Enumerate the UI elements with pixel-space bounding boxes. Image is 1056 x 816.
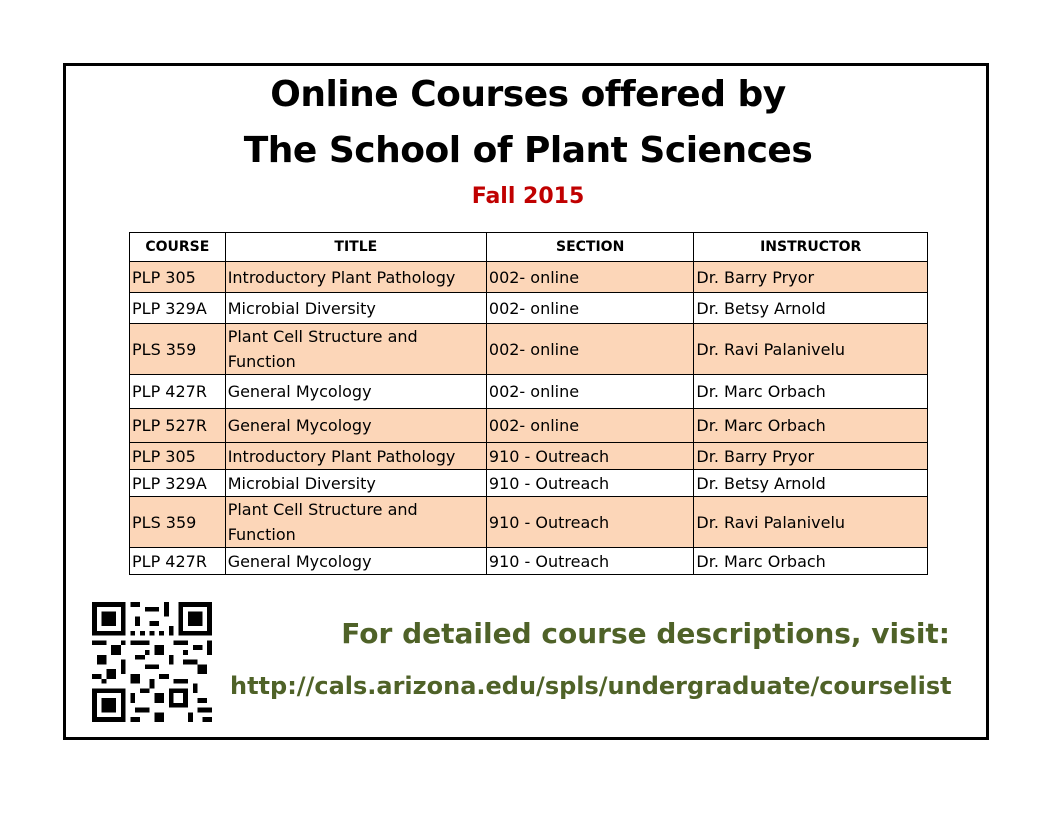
cell-course: PLP 305 [130, 262, 226, 293]
cell-section: 002- online [486, 409, 694, 443]
cell-course: PLP 427R [130, 375, 226, 409]
cell-title: General Mycology [225, 375, 486, 409]
cell-section: 002- online [486, 293, 694, 324]
cell-title: Introductory Plant Pathology [225, 443, 486, 470]
cell-course: PLP 329A [130, 470, 226, 497]
cell-section: 910 - Outreach [486, 497, 694, 548]
header-title: TITLE [225, 233, 486, 262]
cell-section: 910 - Outreach [486, 548, 694, 575]
cell-course: PLP 527R [130, 409, 226, 443]
cell-instructor: Dr. Barry Pryor [694, 262, 928, 293]
table-row [130, 470, 928, 497]
cell-section: 910 - Outreach [486, 443, 694, 470]
cell-section: 002- online [486, 324, 694, 375]
header-instructor: INSTRUCTOR [694, 233, 928, 262]
cell-instructor: Dr. Ravi Palanivelu [694, 497, 928, 548]
cell-title: Microbial Diversity [225, 470, 486, 497]
table-row [130, 409, 928, 443]
header-section: SECTION [486, 233, 694, 262]
table-row [130, 375, 928, 409]
table-row [130, 262, 928, 293]
cell-title: General Mycology [225, 548, 486, 575]
cell-instructor: Dr. Betsy Arnold [694, 293, 928, 324]
table-row [130, 443, 928, 470]
cell-instructor: Dr. Marc Orbach [694, 548, 928, 575]
cell-course: PLS 359 [130, 324, 226, 375]
cell-instructor: Dr. Ravi Palanivelu [694, 324, 928, 375]
cell-course: PLS 359 [130, 497, 226, 548]
cell-course: PLP 329A [130, 293, 226, 324]
table-row [130, 548, 928, 575]
heading-line-1: Online Courses offered by [270, 74, 786, 115]
cell-instructor: Dr. Marc Orbach [694, 409, 928, 443]
heading-line-2: The School of Plant Sciences [243, 130, 813, 171]
table-row [130, 497, 928, 548]
course-list-link[interactable]: http://cals.arizona.edu/spls/undergraduate/courselist [230, 672, 952, 700]
cell-instructor: Dr. Betsy Arnold [694, 470, 928, 497]
qr-code-icon[interactable] [92, 602, 212, 722]
cell-title: Plant Cell Structure and Function [225, 324, 486, 375]
table-row [130, 293, 928, 324]
cell-section: 002- online [486, 262, 694, 293]
cell-title: General Mycology [225, 409, 486, 443]
cell-instructor: Dr. Marc Orbach [694, 375, 928, 409]
cell-title: Introductory Plant Pathology [225, 262, 486, 293]
cell-title: Plant Cell Structure and Function [225, 497, 486, 548]
cell-course: PLP 427R [130, 548, 226, 575]
term-label: Fall 2015 [471, 184, 585, 209]
visit-text: For detailed course descriptions, visit: [341, 617, 950, 650]
table-header-row [130, 233, 928, 262]
cell-title: Microbial Diversity [225, 293, 486, 324]
cell-course: PLP 305 [130, 443, 226, 470]
course-table [129, 232, 928, 575]
table-row [130, 324, 928, 375]
header-course: COURSE [130, 233, 226, 262]
cell-section: 002- online [486, 375, 694, 409]
cell-section: 910 - Outreach [486, 470, 694, 497]
cell-instructor: Dr. Barry Pryor [694, 443, 928, 470]
